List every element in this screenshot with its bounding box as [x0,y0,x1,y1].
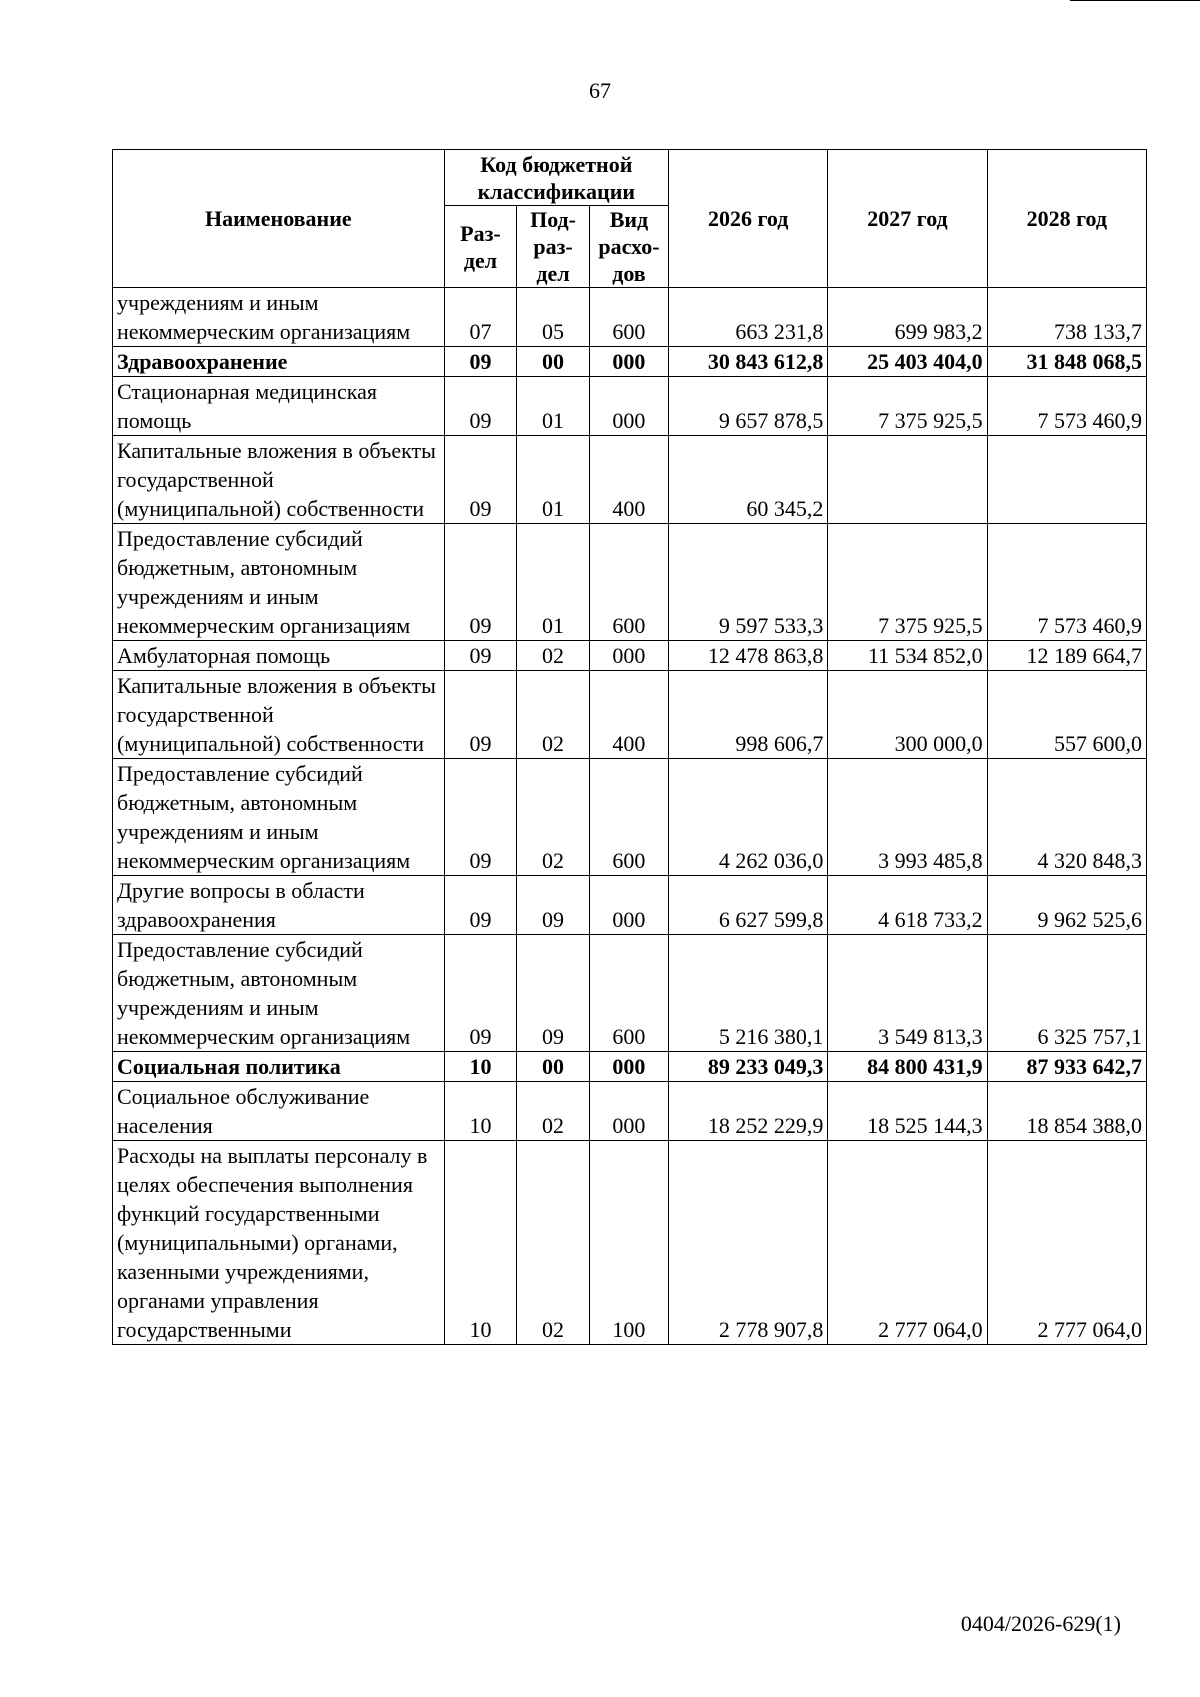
row-2026: 60 345,2 [669,436,828,524]
row-2027: 4 618 733,2 [828,876,987,935]
row-2027: 3 993 485,8 [828,759,987,876]
table-row [113,377,1147,436]
row-vid: 000 [589,1052,668,1082]
row-2028: 738 133,7 [987,288,1146,347]
row-podrazdel: 09 [517,935,590,1052]
row-podrazdel: 01 [517,377,590,436]
row-vid: 000 [589,641,668,671]
row-2028: 7 573 460,9 [987,377,1146,436]
row-vid: 000 [589,377,668,436]
row-2026: 9 597 533,3 [669,524,828,641]
row-podrazdel: 02 [517,1082,590,1141]
row-razdel: 07 [444,288,517,347]
row-razdel: 09 [444,436,517,524]
row-podrazdel: 05 [517,288,590,347]
row-razdel: 09 [444,935,517,1052]
row-vid: 600 [589,524,668,641]
row-2026: 998 606,7 [669,671,828,759]
row-podrazdel: 02 [517,671,590,759]
table-row [113,524,1147,641]
table-row [113,436,1147,524]
table-row [113,759,1147,876]
row-podrazdel: 00 [517,347,590,377]
row-2028: 7 573 460,9 [987,524,1146,641]
row-2027: 2 777 064,0 [828,1141,987,1345]
row-2026: 6 627 599,8 [669,876,828,935]
row-name: Социальное обслуживание населения [113,1082,445,1141]
page-number: 67 [589,78,611,103]
row-name: Капитальные вложения в объекты государственной (муниципальной) собственности [113,671,445,759]
row-name: Предоставление субсидий бюджетным, автономным учреждениям и иным некоммерческим организациям [113,759,445,876]
row-name: учреждениям и иным некоммерческим организациям [113,288,445,347]
row-razdel: 09 [444,876,517,935]
row-2027: 25 403 404,0 [828,347,987,377]
row-name: Предоставление субсидий бюджетным, автономным учреждениям и иным некоммерческим организациям [113,524,445,641]
row-2026: 30 843 612,8 [669,347,828,377]
table-row [113,876,1147,935]
row-razdel: 10 [444,1052,517,1082]
row-name: Другие вопросы в области здравоохранения [113,876,445,935]
row-2028: 557 600,0 [987,671,1146,759]
row-razdel: 09 [444,671,517,759]
row-2028 [987,436,1146,524]
table-row [113,347,1147,377]
header-2026: 2026 год [669,150,828,288]
row-podrazdel: 01 [517,436,590,524]
table-row [113,1082,1147,1141]
table-row [113,671,1147,759]
header-vid: Вид расхо- дов [589,206,668,288]
row-vid: 000 [589,347,668,377]
row-podrazdel: 09 [517,876,590,935]
row-2027: 84 800 431,9 [828,1052,987,1082]
row-2026: 4 262 036,0 [669,759,828,876]
row-razdel: 10 [444,1141,517,1345]
row-razdel: 09 [444,641,517,671]
row-2027: 7 375 925,5 [828,524,987,641]
row-2027: 699 983,2 [828,288,987,347]
header-2027: 2027 год [828,150,987,288]
row-2027 [828,436,987,524]
top-rule [1070,0,1200,1]
table-row [113,1052,1147,1082]
table-body [113,288,1147,1345]
row-2028: 12 189 664,7 [987,641,1146,671]
row-vid: 600 [589,288,668,347]
row-2026: 12 478 863,8 [669,641,828,671]
row-2026: 663 231,8 [669,288,828,347]
row-vid: 000 [589,1082,668,1141]
row-name: Социальная политика [113,1052,445,1082]
header-razdel: Раз- дел [444,206,517,288]
row-2026: 2 778 907,8 [669,1141,828,1345]
table-row [113,935,1147,1052]
row-2027: 7 375 925,5 [828,377,987,436]
row-podrazdel: 02 [517,641,590,671]
header-podrazdel: Под- раз- дел [517,206,590,288]
row-podrazdel: 01 [517,524,590,641]
row-2028: 18 854 388,0 [987,1082,1146,1141]
table-row [113,641,1147,671]
header-code-group: Код бюджетной классификации [444,150,668,206]
row-podrazdel: 00 [517,1052,590,1082]
row-vid: 100 [589,1141,668,1345]
row-2027: 300 000,0 [828,671,987,759]
row-name: Расходы на выплаты персоналу в целях обеспечения выполнения функций государственными (муниципальными) органами, казенными учреждениями, органами управления государственными [113,1141,445,1345]
document-code: 0404/2026-629(1) [960,1611,1121,1636]
row-2027: 11 534 852,0 [828,641,987,671]
row-2028: 6 325 757,1 [987,935,1146,1052]
row-vid: 000 [589,876,668,935]
row-name: Стационарная медицинская помощь [113,377,445,436]
header-2028: 2028 год [987,150,1146,288]
row-2028: 31 848 068,5 [987,347,1146,377]
budget-table [112,149,1147,1345]
row-razdel: 09 [444,524,517,641]
row-2026: 5 216 380,1 [669,935,828,1052]
row-name: Предоставление субсидий бюджетным, автономным учреждениям и иным некоммерческим организациям [113,935,445,1052]
row-vid: 600 [589,759,668,876]
row-2028: 2 777 064,0 [987,1141,1146,1345]
row-razdel: 09 [444,377,517,436]
row-razdel: 09 [444,759,517,876]
row-razdel: 09 [444,347,517,377]
row-2028: 9 962 525,6 [987,876,1146,935]
row-2028: 87 933 642,7 [987,1052,1146,1082]
row-2027: 3 549 813,3 [828,935,987,1052]
row-razdel: 10 [444,1082,517,1141]
row-name: Амбулаторная помощь [113,641,445,671]
row-podrazdel: 02 [517,759,590,876]
row-vid: 600 [589,935,668,1052]
row-vid: 400 [589,436,668,524]
row-name: Здравоохранение [113,347,445,377]
row-2026: 89 233 049,3 [669,1052,828,1082]
table-row [113,1141,1147,1345]
header-name: Наименование [113,150,445,288]
table-row [113,288,1147,347]
row-vid: 400 [589,671,668,759]
row-name: Капитальные вложения в объекты государственной (муниципальной) собственности [113,436,445,524]
row-2027: 18 525 144,3 [828,1082,987,1141]
row-podrazdel: 02 [517,1141,590,1345]
row-2026: 18 252 229,9 [669,1082,828,1141]
row-2026: 9 657 878,5 [669,377,828,436]
row-2028: 4 320 848,3 [987,759,1146,876]
